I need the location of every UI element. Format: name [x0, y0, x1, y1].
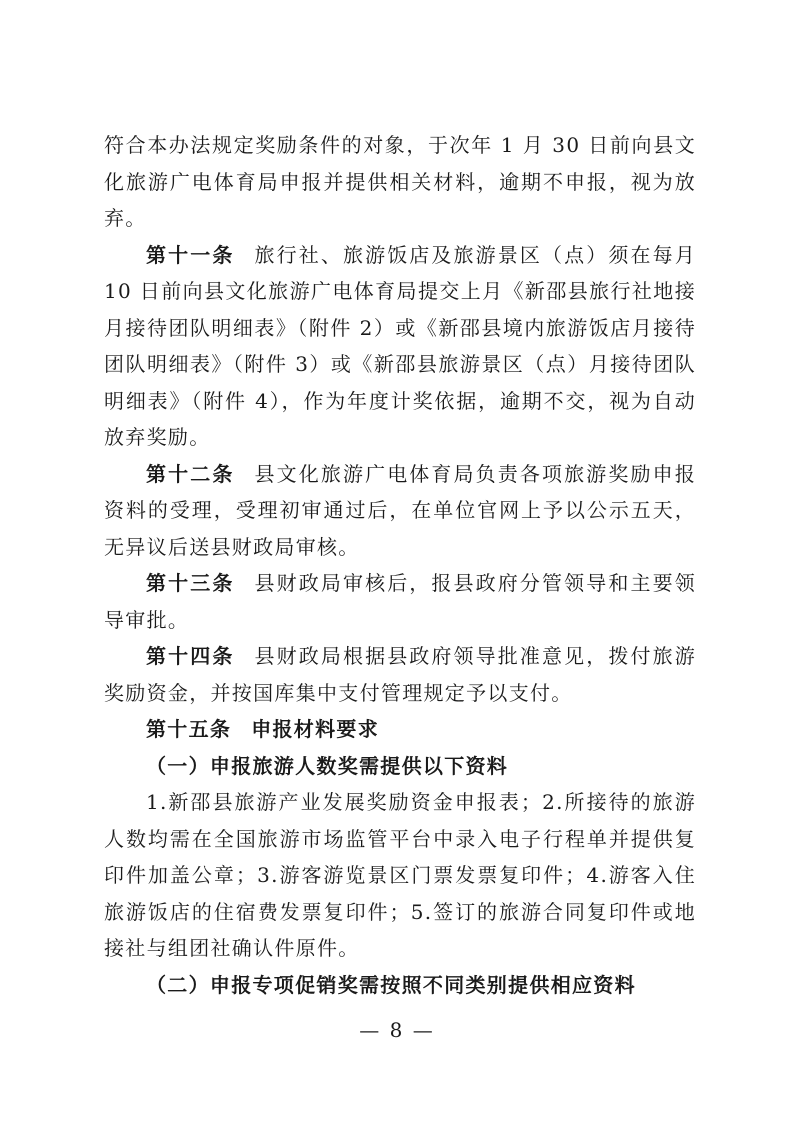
article-12: [104, 456, 696, 566]
section-one-heading: （一）申报旅游人数奖需提供以下资料: [146, 753, 509, 778]
intro-paragraph: 符合本办法规定奖励条件的对象，于次年 1 月 30 日前向县文化旅游广电体育局申报并提供相关材料，逾期不申报，视为放弃。: [104, 133, 696, 230]
document-body: [104, 127, 696, 1003]
section-one-text: 1.新邵县旅游产业发展奖励资金申报表；2.所接待的旅游人数均需在全国旅游市场监管平台中录入电子行程单并提供复印件加盖公章；3.游客游览景区门票发票复印件；4.游客入住旅游饭店的住宿费发票复印件；5.签订的旅游合同复印件或地接社与组团社确认件原件。: [104, 790, 696, 960]
article-15: [104, 711, 696, 748]
article-11-text: 旅行社、旅游饭店及旅游景区（点）须在每月 10 日前向县文化旅游广电体育局提交上月《新邵县旅行社地接月接待团队明细表》（附件 2）或《新邵县境内旅游饭店月接待团队明细表》（附件 3）或《新邵县旅游景区（点）月接待团队明细表》（附件 4），作为年度计奖依据，逾期不交，视为自动放弃奖励。: [104, 242, 697, 449]
article-14-text: 县财政局根据县政府领导批准意见，拨付旅游奖励资金，并按国库集中支付管理规定予以支付。: [104, 644, 697, 705]
article-14: [104, 638, 696, 711]
article-12-label: 第十二条: [146, 461, 235, 486]
article-11-label: 第十一条: [146, 242, 235, 267]
section-two-heading: （二）申报专项促销奖需按照不同类别提供相应资料: [146, 972, 636, 997]
article-13-text: 县财政局审核后，报县政府分管领导和主要领导审批。: [104, 571, 697, 632]
article-11: [104, 237, 696, 456]
article-13: [104, 565, 696, 638]
article-15-text: 申报材料要求: [251, 717, 380, 741]
article-13-label: 第十三条: [146, 571, 235, 595]
page-number: — 8 —: [359, 1018, 435, 1042]
article-15-label: 第十五条: [146, 717, 232, 741]
article-12-text: 县文化旅游广电体育局负责各项旅游奖励申报资料的受理，受理初审通过后，在单位官网上予以公示五天，无异议后送县财政局审核。: [104, 461, 697, 559]
article-14-label: 第十四条: [146, 644, 235, 668]
